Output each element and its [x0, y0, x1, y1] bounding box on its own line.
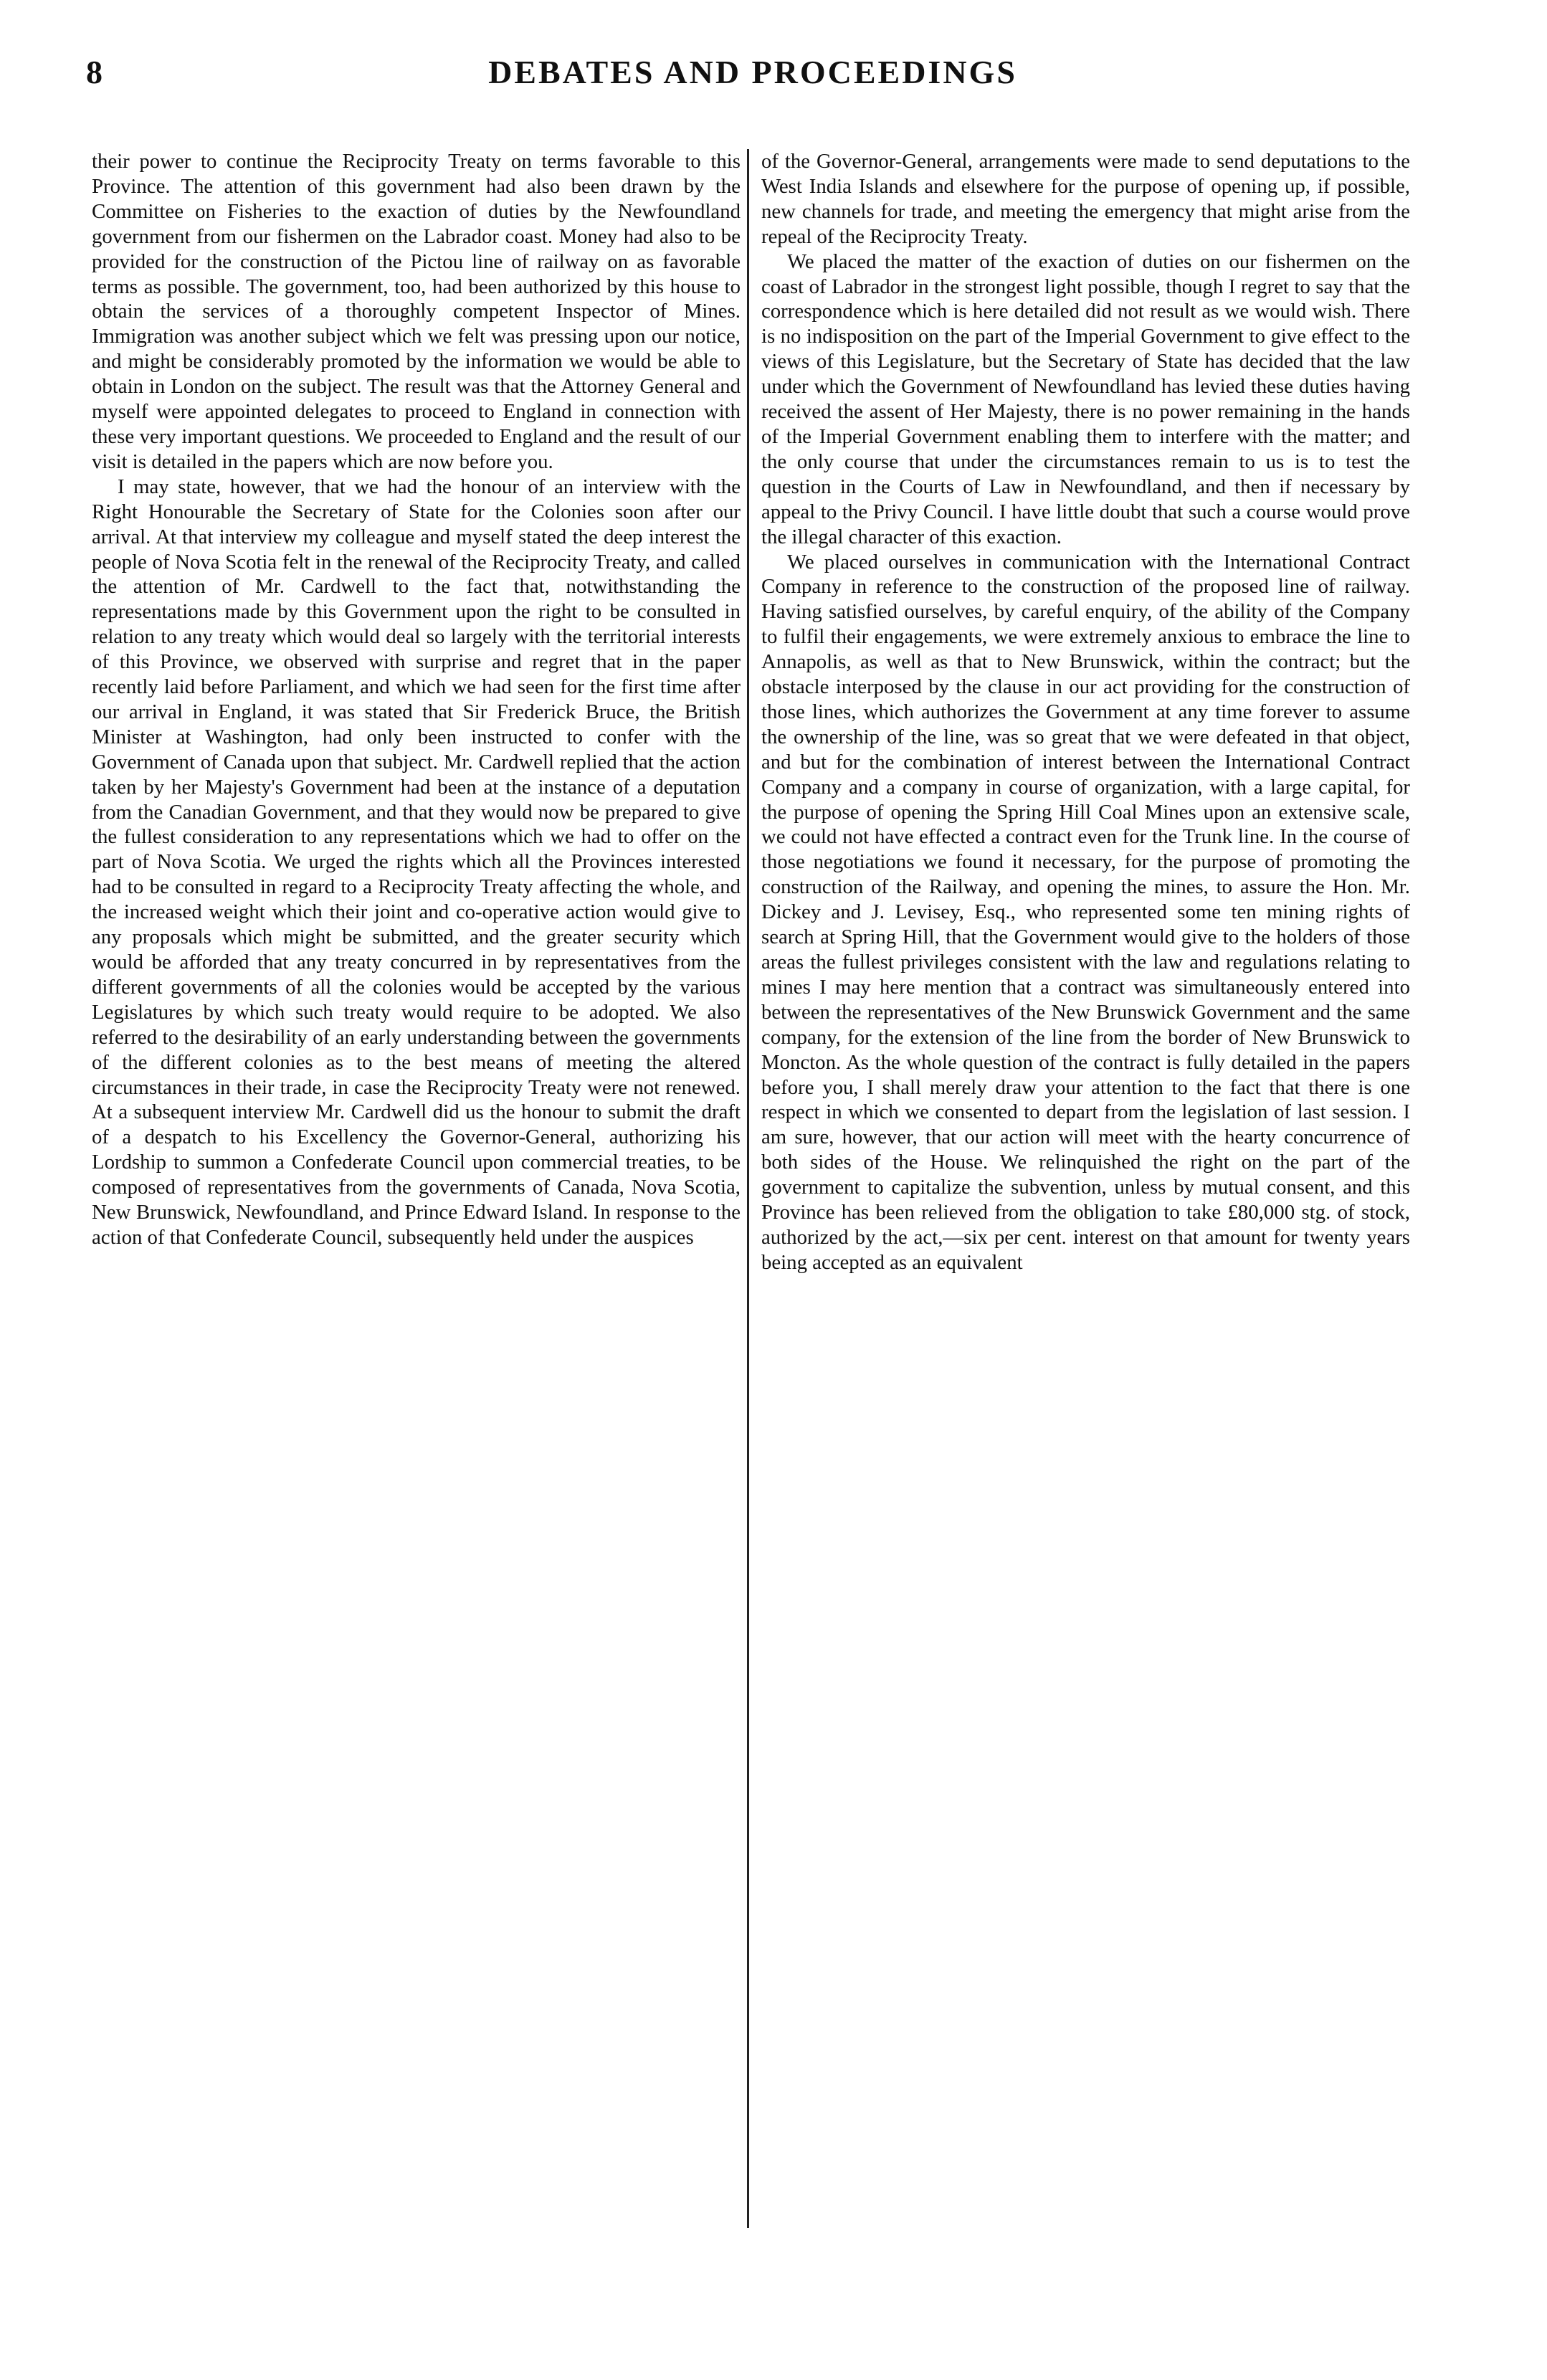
running-title: DEBATES AND PROCEEDINGS — [488, 54, 1017, 90]
right-paragraph-3: We placed ourselves in communication with the International Contract Company in reference to the construction of the proposed line of railway. Having satisfied ourselves, by careful enquiry, of the ability of the Company to fulfil their engagements, we were extremely anxious to embrace the line to Annapolis, as well as that to New Brunswick, within the contract; but the obstacle interposed by the clause in our act providing for the construction of those lines, which authorizes the Government at any time forever to assume the ownership of the line, was so great that we were defeated in that object, and but for the combination of interest between the International Contract Company and a company in course of organization, with a large capital, for the purpose of opening the Spring Hill Coal Mines upon an extensive scale, we could not have effected a contract even for the Trunk line. In the course of those negotiations we found it necessary, for the purpose of promoting the construction of the Railway, and opening the mines, to assure the Hon. Mr. Dickey and J. Levisey, Esq., who represented some ten mining rights of search at Spring Hill, that the Government would give to the holders of those areas the fullest privileges consistent with the law and regulations relating to mines I may here mention that a contract was simultaneously entered into between the representatives of the New Brunswick Government and the same company, for the extension of the line from the border of New Brunswick to Moncton. As the whole question of the contract is fully detailed in the papers before you, I shall merely draw your attention to the fact that there is one respect in which we consented to depart from the legislation of last session. I am sure, however, that our action will meet with the hearty concurrence of both sides of the House. We relinquished the right on the part of the government to capitalize the subvention, unless by mutual consent, and this Province has been relieved from the obligation to take £80,000 stg. of stock, authorized by the act,—six per cent. interest on that amount for twenty years being accepted as an equivalent — [761, 550, 1410, 1274]
left-column — [92, 149, 741, 1250]
right-column — [761, 149, 1410, 1275]
right-paragraph-1: of the Governor-General, arrangements were made to send deputations to the West India Islands and elsewhere for the purpose of opening up, if possible, new channels for trade, and meeting the emergency that might arise from the repeal of the Reciprocity Treaty. — [761, 150, 1410, 248]
page-header — [86, 50, 1419, 108]
page-number: 8 — [86, 54, 103, 90]
left-paragraph-1: their power to continue the Reciprocity Treaty on terms favorable to this Province. The attention of this government had also been drawn by the Committee on Fisheries to the exaction of duties by the Newfoundland government from our fishermen on the Labrador coast. Money had also to be provided for the construction of the Pictou line of railway on as favorable terms as possible. The government, too, had been authorized by this house to obtain the services of a thoroughly competent Inspector of Mines. Immigration was another subject which we felt was pressing upon our notice, and might be considerably promoted by the information we would be able to obtain in London on the subject. The result was that the Attorney General and myself were appointed delegates to proceed to England in connection with these very important questions. We proceeded to England and the result of our visit is detailed in the papers which are now before you. — [92, 150, 741, 473]
right-paragraph-2: We placed the matter of the exaction of duties on our fishermen on the coast of Labrador in the strongest light possible, though I regret to say that the correspondence which is here detailed did not result as we would wish. There is no indisposition on the part of the Imperial Government to give effect to the views of this Legislature, but the Secretary of State has decided that the law under which the Government of Newfoundland has levied these duties having received the assent of Her Majesty, there is no power remaining in the hands of the Imperial Government enabling them to interfere with the matter; and the only course that under the circumstances remain to us is to test the question in the Courts of Law in Newfoundland, and then if necessary by appeal to the Privy Council. I have little doubt that such a course would prove the illegal character of this exaction. — [761, 249, 1410, 548]
left-paragraph-2: I may state, however, that we had the honour of an interview with the Right Honourable the Secretary of State for the Colonies soon after our arrival. At that interview my colleague and myself stated the deep interest the people of Nova Scotia felt in the renewal of the Reciprocity Treaty, and called the attention of Mr. Cardwell to the fact that, notwithstanding the representations made by this Government upon the right to be consulted in relation to any treaty which would deal so largely with the territorial interests of this Province, we observed with surprise and regret that in the paper recently laid before Parliament, and which we had seen for the first time after our arrival in England, it was stated that Sir Frederick Bruce, the British Minister at Washington, had only been instructed to confer with the Government of Canada upon that subject. Mr. Cardwell replied that the action taken by her Majesty's Government had been at the instance of a deputation from the Canadian Government, and that they would now be prepared to give the fullest consideration to any representations which we had to offer on the part of Nova Scotia. We urged the rights which all the Provinces interested had to be consulted in regard to a Reciprocity Treaty affecting the whole, and the increased weight which their joint and co-operative action would give to any proposals which might be submitted, and the greater security which would be afforded that any treaty concurred in by representatives from the different governments of all the colonies would be accepted by the various Legislatures by which such treaty would require to be adopted. We also referred to the desirability of an early understanding between the governments of the different colonies as to the best means of meeting the altered circumstances in their trade, in case the Reciprocity Treaty were not renewed. At a subsequent interview Mr. Cardwell did us the honour to submit the draft of a despatch to his Excellency the Governor-General, authorizing his Lordship to summon a Confederate Council upon commercial treaties, to be composed of representatives from the governments of Canada, Nova Scotia, New Brunswick, Newfoundland, and Prince Edward Island. In response to the action of that Confederate Council, subsequently held under the auspices — [92, 475, 741, 1249]
column-divider — [747, 149, 749, 2228]
